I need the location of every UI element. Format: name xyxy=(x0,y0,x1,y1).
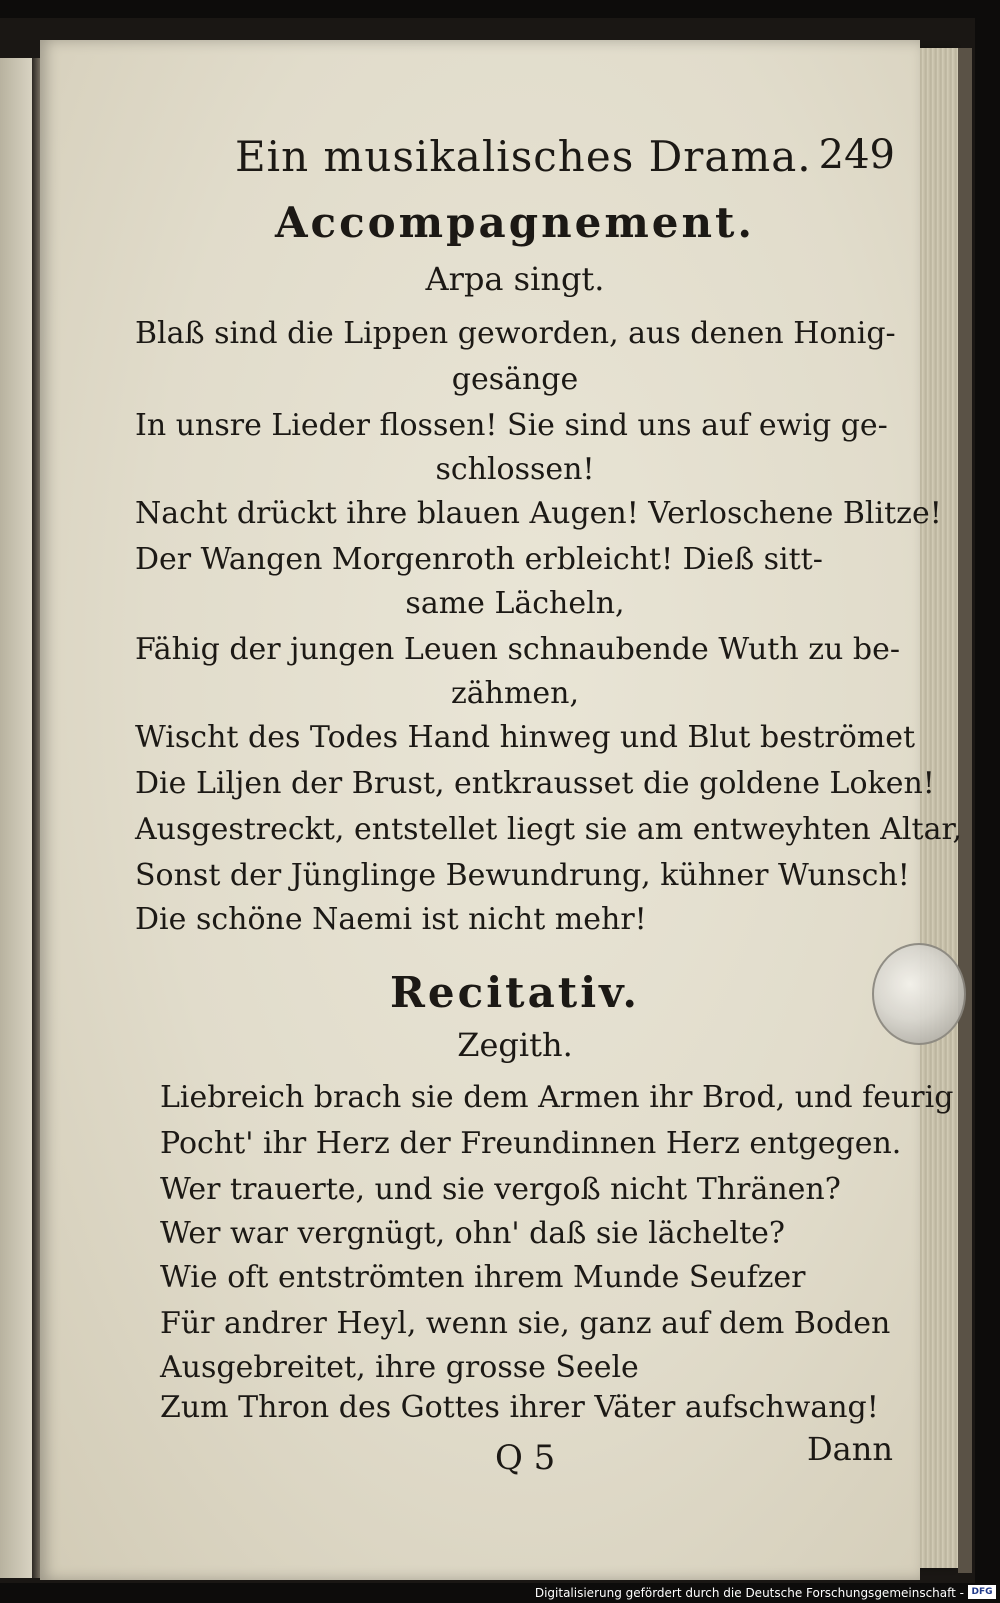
verse-line: Wer war vergnügt, ohn' daß sie lächelte? xyxy=(160,1216,785,1251)
page-header xyxy=(235,132,895,192)
verse-line: Die schöne Naemi ist nicht mehr! xyxy=(135,902,647,937)
facing-page-edge xyxy=(0,58,32,1578)
dfg-logo-icon: DFG xyxy=(968,1585,996,1599)
verse-line: Für andrer Heyl, wenn sie, ganz auf dem Boden xyxy=(160,1306,891,1341)
verse-line: gesänge xyxy=(451,362,579,397)
verse-line: Die Liljen der Brust, entkrausset die goldene Loken! xyxy=(135,766,935,801)
verse-line: Sonst der Jünglinge Bewundrung, kühner Wunsch! xyxy=(135,858,910,893)
speaker-name: Arpa singt. xyxy=(425,260,605,298)
verse-line: Nacht drückt ihre blauen Augen! Verloschene Blitze! xyxy=(135,496,942,531)
catchword: Dann xyxy=(807,1430,893,1468)
verse-line: Wer trauerte, und sie vergoß nicht Thränen? xyxy=(160,1172,841,1207)
page-block-edge xyxy=(918,48,958,1568)
digitization-footer xyxy=(0,1583,1000,1603)
section-title: Accompagnement. xyxy=(274,198,756,247)
page-number: 249 xyxy=(818,132,895,178)
verse-line: Zum Thron des Gottes ihrer Väter aufschwang! xyxy=(160,1390,879,1425)
verse-line: Liebreich brach sie dem Armen ihr Brod, und feurig xyxy=(160,1080,954,1115)
verse-line: schlossen! xyxy=(435,452,595,487)
verse-line: Ausgestreckt, entstellet liegt sie am entweyhten Altar, xyxy=(135,812,963,847)
book-page xyxy=(40,40,963,1580)
verse-line: Blaß sind die Lippen geworden, aus denen Honig- xyxy=(135,316,896,351)
verse-line: Ausgebreitet, ihre grosse Seele xyxy=(160,1350,639,1385)
page-text xyxy=(135,120,963,1478)
signature-mark: Q 5 xyxy=(495,1438,556,1478)
section-title: Recitativ. xyxy=(390,968,640,1017)
verse-line: Der Wangen Morgenroth erbleicht! Dieß sitt- xyxy=(135,542,823,577)
cover-edge xyxy=(958,48,972,1573)
verse-line: Fähig der jungen Leuen schnaubende Wuth zu be- xyxy=(135,632,900,667)
verse-line: same Lächeln, xyxy=(405,586,625,621)
book-spread xyxy=(0,18,975,1583)
verse-line: Wischt des Todes Hand hinweg und Blut beströmet xyxy=(135,720,916,755)
page-clip xyxy=(872,943,966,1045)
footer-credit: Digitalisierung gefördert durch die Deutsche Forschungsgemeinschaft - xyxy=(534,1586,964,1600)
verse-line: zähmen, xyxy=(450,676,580,711)
verse-line: Pocht' ihr Herz der Freundinnen Herz entgegen. xyxy=(160,1126,902,1161)
running-title: Ein musikalisches Drama. xyxy=(235,132,812,181)
speaker-name: Zegith. xyxy=(457,1026,573,1064)
verse-line: Wie oft entströmten ihrem Munde Seufzer xyxy=(160,1260,806,1295)
verse-line: In unsre Lieder flossen! Sie sind uns auf ewig ge- xyxy=(135,408,888,443)
